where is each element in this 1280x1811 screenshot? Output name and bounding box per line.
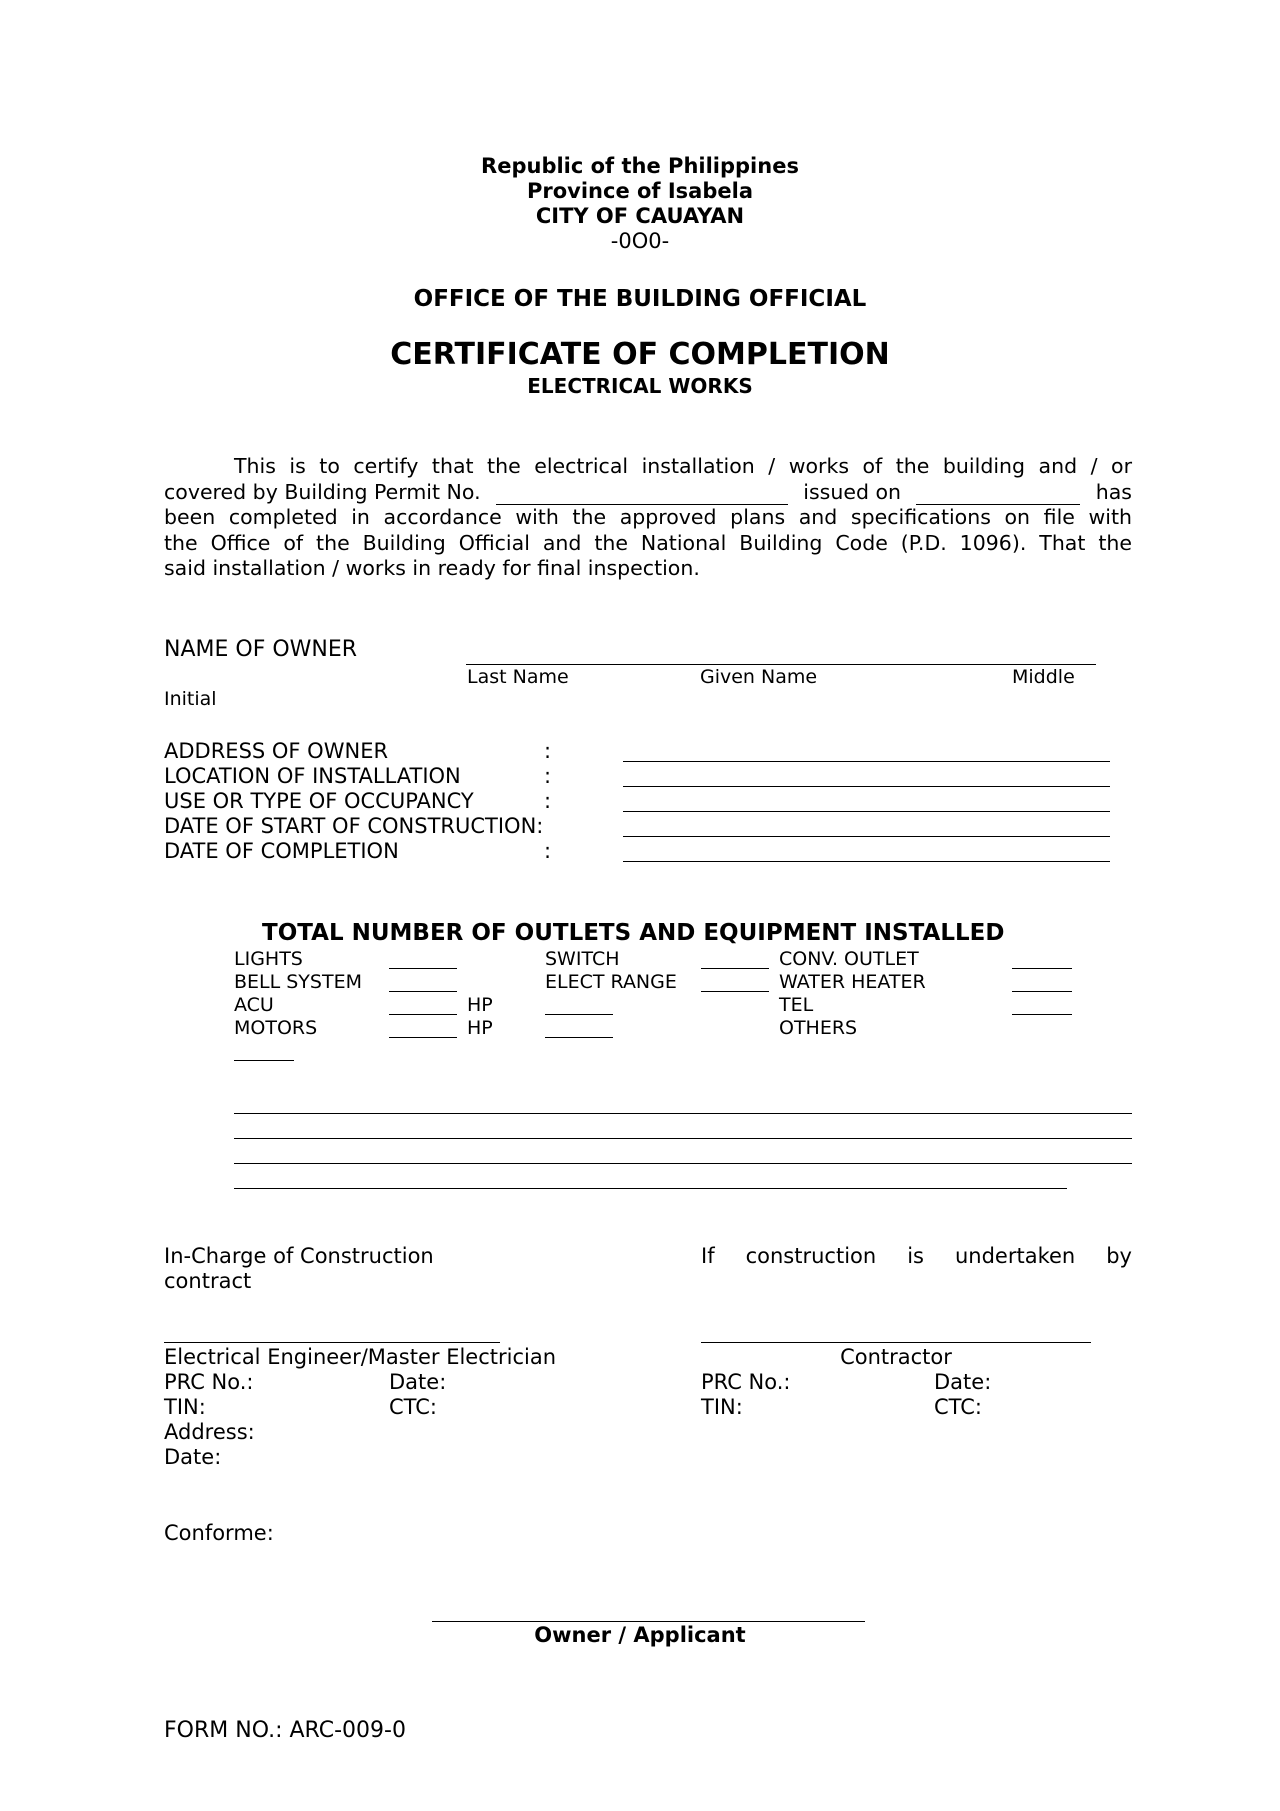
motors-hp-label: HP <box>467 1017 493 1039</box>
certification-line-3: been completed in accordance with the approved plans and specifications on file with <box>164 505 1132 529</box>
middle-caption: Middle <box>1012 666 1075 688</box>
elect-range-label: ELECT RANGE <box>545 971 677 993</box>
undertaken-word: undertaken <box>954 1244 1076 1268</box>
start-of-construction-label: DATE OF START OF CONSTRUCTION: <box>164 814 544 838</box>
contractor-signature-line[interactable] <box>701 1342 1091 1343</box>
conv-outlet-label: CONV. OUTLET <box>779 948 919 970</box>
switch-blank[interactable] <box>701 968 769 969</box>
elect-range-blank[interactable] <box>701 991 769 992</box>
engineer-date-label: Date: <box>389 1370 447 1394</box>
construction-word: construction <box>745 1244 877 1268</box>
motors-blank[interactable] <box>389 1037 457 1038</box>
location-of-installation-line[interactable] <box>623 786 1110 787</box>
lights-blank[interactable] <box>389 968 457 969</box>
others-line-3[interactable] <box>234 1163 1132 1164</box>
acu-blank[interactable] <box>389 1014 457 1015</box>
header-separator: -0O0- <box>610 229 670 253</box>
last-name-caption: Last Name <box>467 666 569 688</box>
contractor-date-label: Date: <box>934 1370 992 1394</box>
completion-colon: : <box>544 839 552 863</box>
others-line-1[interactable] <box>234 1113 1132 1114</box>
contractor-caption: Contractor <box>840 1345 952 1369</box>
address-of-owner-line[interactable] <box>623 761 1110 762</box>
in-charge-label: In-Charge of Construction <box>164 1244 434 1268</box>
certification-line-5: said installation / works in ready for final inspection. <box>164 556 700 580</box>
page-title: CERTIFICATE OF COMPLETION <box>390 337 890 372</box>
occupancy-type-line[interactable] <box>623 811 1110 812</box>
date-of-completion-line[interactable] <box>623 861 1110 862</box>
owner-applicant-caption: Owner / Applicant <box>534 1623 746 1647</box>
acu-hp-label: HP <box>467 994 493 1016</box>
conv-outlet-blank[interactable] <box>1012 968 1072 969</box>
engineer-date-2-label: Date: <box>164 1445 222 1469</box>
start-of-construction-line[interactable] <box>623 836 1110 837</box>
tel-label: TEL <box>779 994 814 1016</box>
office-heading: OFFICE OF THE BUILDING OFFICIAL <box>413 286 867 312</box>
bell-system-label: BELL SYSTEM <box>234 971 362 993</box>
conforme-label: Conforme: <box>164 1521 274 1545</box>
contractor-tin-label: TIN: <box>701 1395 743 1419</box>
owner-name-line[interactable] <box>466 664 1096 665</box>
water-heater-blank[interactable] <box>1012 991 1072 992</box>
lights-label: LIGHTS <box>234 948 303 970</box>
engineer-caption: Electrical Engineer/Master Electrician <box>164 1345 557 1369</box>
initial-caption: Initial <box>164 688 217 710</box>
contract-label: contract <box>164 1269 252 1293</box>
certification-line-1: This is to certify that the electrical installation / works of the building and / or <box>234 454 1132 478</box>
issued-date-blank[interactable] <box>916 486 1080 505</box>
page-subtitle: ELECTRICAL WORKS <box>527 374 753 398</box>
others-blank[interactable] <box>234 1060 294 1061</box>
owner-name-label: NAME OF OWNER <box>164 637 358 662</box>
has-label: has <box>1095 479 1132 504</box>
motors-label: MOTORS <box>234 1017 318 1039</box>
engineer-ctc-label: CTC: <box>389 1395 437 1419</box>
engineer-prc-label: PRC No.: <box>164 1370 254 1394</box>
engineer-signature-line[interactable] <box>164 1342 500 1343</box>
if-contract-text <box>701 1244 1132 1269</box>
permit-label: covered by Building Permit No. <box>164 479 481 504</box>
bell-system-blank[interactable] <box>389 991 457 992</box>
others-label: OTHERS <box>779 1017 858 1039</box>
certification-paragraph <box>164 454 1132 582</box>
if-word: If <box>701 1244 715 1268</box>
others-line-2[interactable] <box>234 1138 1132 1139</box>
certification-line-4: the Office of the Building Official and the National Building Code (P.D. 1096). That the <box>164 530 1132 555</box>
switch-label: SWITCH <box>545 948 620 970</box>
date-of-completion-label: DATE OF COMPLETION <box>164 839 399 863</box>
tel-blank[interactable] <box>1012 1014 1072 1015</box>
water-heater-label: WATER HEATER <box>779 971 926 993</box>
engineer-address-label: Address: <box>164 1420 255 1444</box>
location-colon: : <box>544 764 552 788</box>
by-word: by <box>1106 1244 1132 1268</box>
republic-heading: Republic of the Philippines <box>481 154 799 178</box>
issued-on-label: issued on <box>803 479 902 504</box>
equipment-title: TOTAL NUMBER OF OUTLETS AND EQUIPMENT INSTALLED <box>262 920 1005 946</box>
form-number: FORM NO.: ARC-009-0 <box>164 1718 406 1743</box>
certification-line-2 <box>164 480 1132 506</box>
owner-signature-line[interactable] <box>432 1621 865 1622</box>
contractor-prc-label: PRC No.: <box>701 1370 791 1394</box>
occupancy-colon: : <box>544 789 552 813</box>
is-word: is <box>907 1244 924 1268</box>
location-of-installation-label: LOCATION OF INSTALLATION <box>164 764 461 788</box>
motors-hp-blank[interactable] <box>545 1037 613 1038</box>
acu-label: ACU <box>234 994 274 1016</box>
acu-hp-blank[interactable] <box>545 1014 613 1015</box>
engineer-tin-label: TIN: <box>164 1395 206 1419</box>
contractor-ctc-label: CTC: <box>934 1395 982 1419</box>
province-heading: Province of Isabela <box>526 179 754 203</box>
city-heading: CITY OF CAUAYAN <box>535 204 745 228</box>
given-name-caption: Given Name <box>700 666 818 688</box>
address-colon: : <box>544 739 552 763</box>
occupancy-type-label: USE OR TYPE OF OCCUPANCY <box>164 789 474 813</box>
others-line-4[interactable] <box>234 1188 1067 1189</box>
address-of-owner-label: ADDRESS OF OWNER <box>164 739 389 763</box>
permit-number-blank[interactable] <box>496 486 788 505</box>
